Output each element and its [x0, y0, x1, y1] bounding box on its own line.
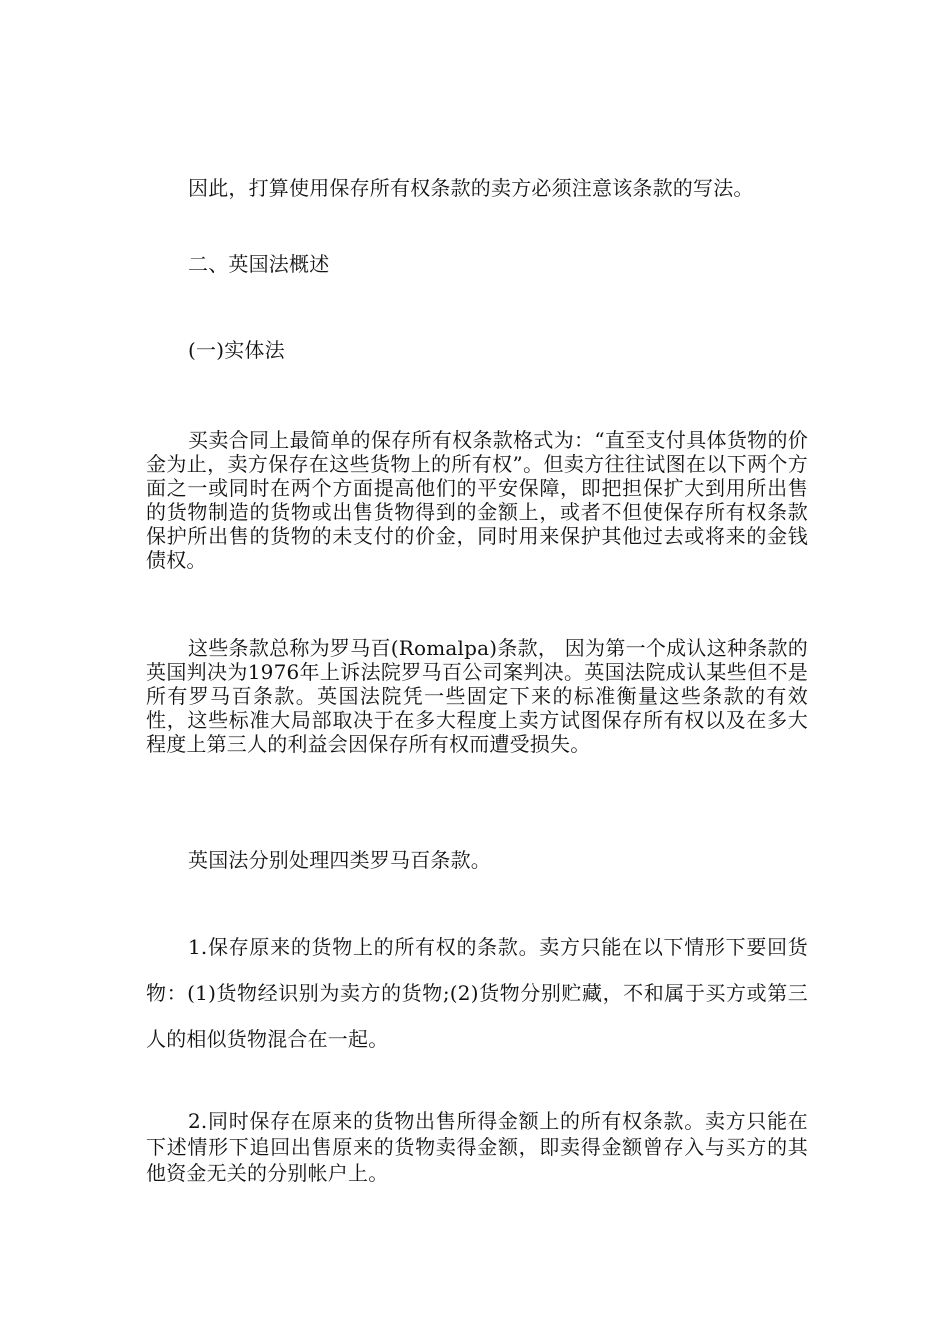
paragraph-four-categories: 英国法分别处理四类罗马百条款。 [188, 848, 491, 872]
paragraph-romalpa-clauses [146, 636, 808, 756]
section-heading-english-law: 二、英国法概述 [188, 252, 330, 276]
paragraph-seller-caution: 因此，打算使用保存所有权条款的卖方必须注意该条款的写法。 [188, 176, 754, 200]
paragraph-item-2: 2.同时保存在原来的货物出售所得金额上的所有权条款。卖方只能在下述情形下追回出售原来的货物卖得金额，即卖得金额曾存入与买方的其他资金无关的分别帐户上。 [146, 1109, 808, 1185]
paragraph-romalpa-text: 这些条款总称为罗马百(Romalpa)条款， 因为第一个成认这种条款的英国判决为1976年上诉法院罗马百公司案判决。英国法院成认某些但不是所有罗马百条款。英国法院凭一些固定下来的标准衡量这些条款的有效性，这些标准大局部取决于在多大程度上卖方试图保存所有权以及在多大程度上第三人的利益会因保存所有权而遭受损失。 [146, 636, 808, 756]
paragraph-item-1: 1.保存原来的货物上的所有权的条款。卖方只能在以下情形下要回货物：(1)货物经识别为卖方的货物;(2)货物分别贮藏，不和属于买方或第三人的相似货物混合在一起。 [146, 935, 808, 1051]
subsection-heading-substantive-law: (一)实体法 [188, 338, 285, 362]
paragraph-simplest-clause: 买卖合同上最简单的保存所有权条款格式为：“直至支付具体货物的价金为止，卖方保存在这些货物上的所有权”。但卖方往往试图在以下两个方面之一或同时在两个方面提高他们的平安保障，即把担保扩大到用所出售的货物制造的货物或出售货物得到的金额上，或者不但使保存所有权条款保护所出售的货物的未支付的价金，同时用来保护其他过去或将来的金钱债权。 [146, 428, 808, 572]
